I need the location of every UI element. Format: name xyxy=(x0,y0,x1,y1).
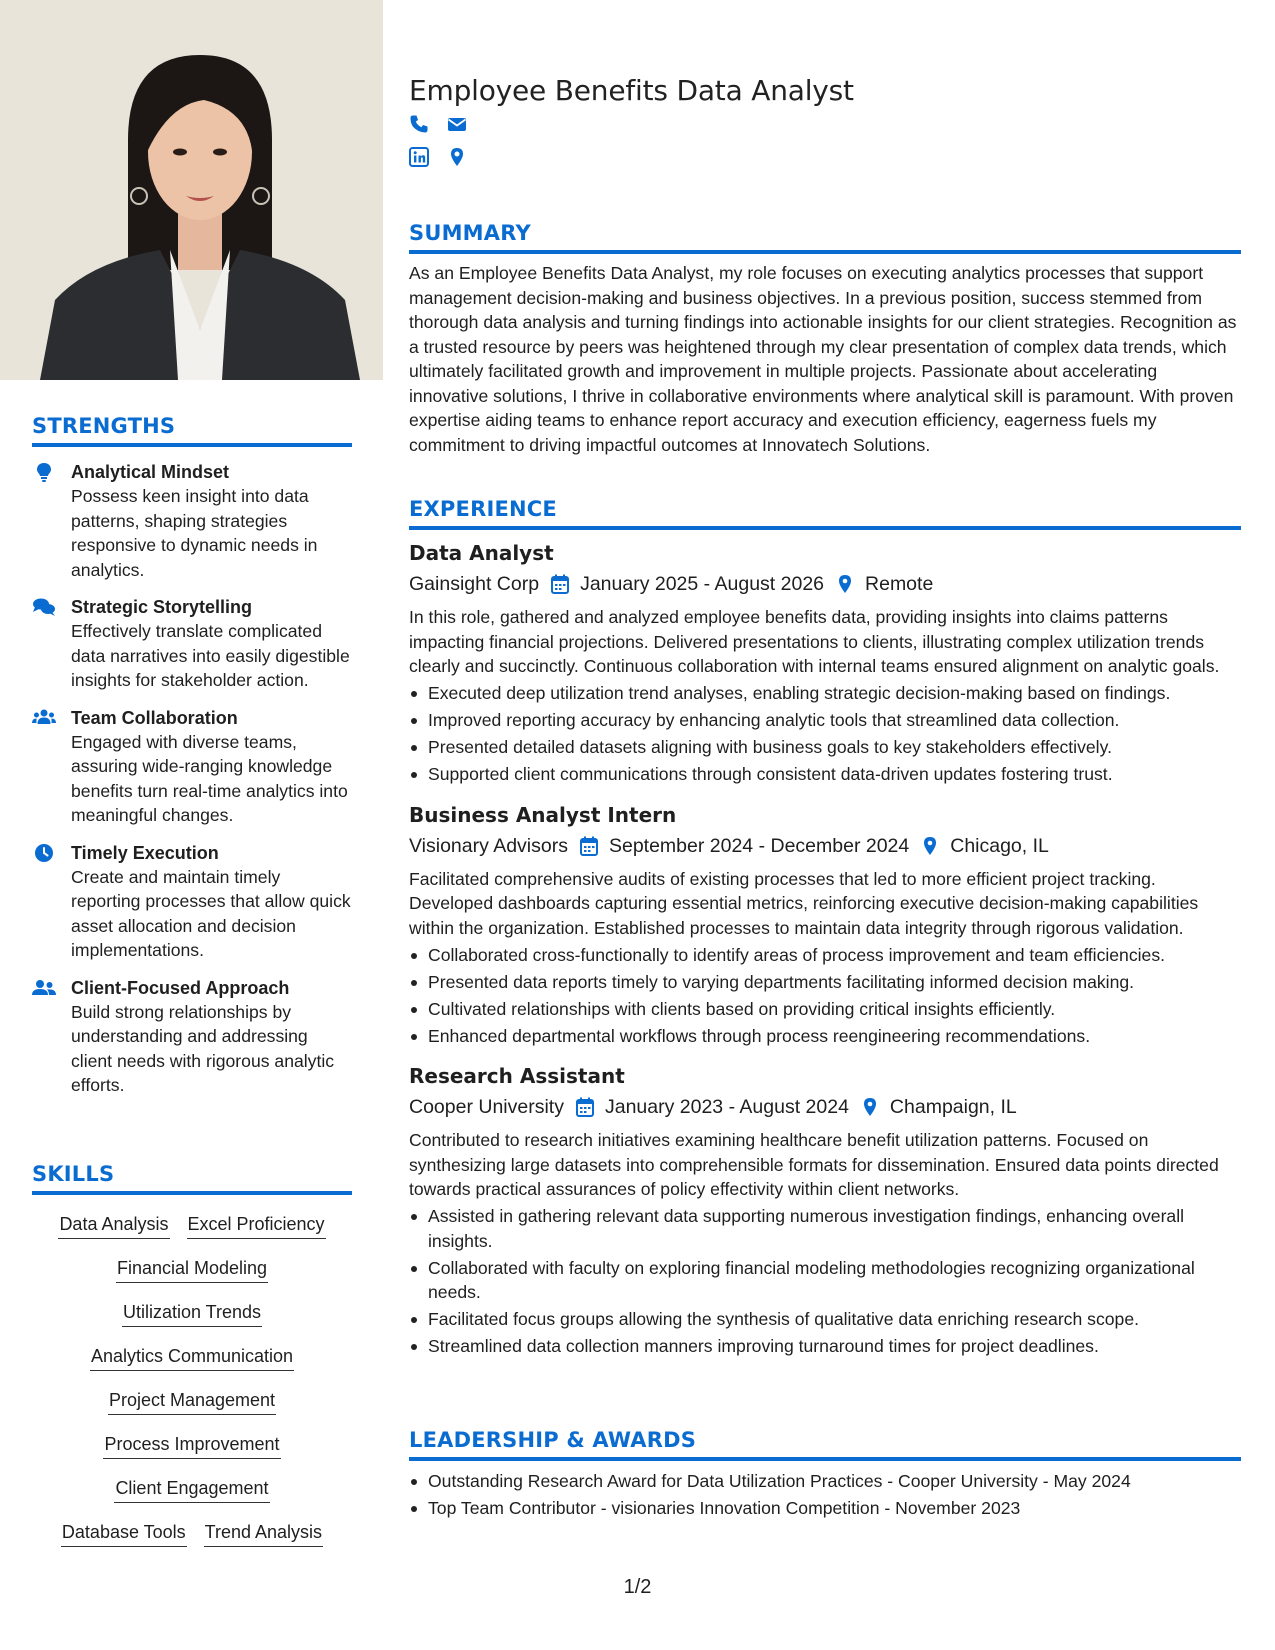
skill-tag: Project Management xyxy=(108,1388,276,1415)
job-title: Data Analyst xyxy=(409,541,554,565)
strength-title: Team Collaboration xyxy=(71,707,238,728)
list-item: Assisted in gathering relevant data supporting numerous investigation findings, enhancing overall insights. xyxy=(409,1204,1241,1253)
job-description: Facilitated comprehensive audits of existing processes that led to more efficient project tracking. Developed dashboards capturing essential metrics, reinforcing executive decision-making capabilities within the organization. Established processes to maintain data integrity through rigorous validation. xyxy=(409,868,1199,938)
list-item: Enhanced departmental workflows through process reengineering recommendations. xyxy=(409,1024,1241,1049)
skill-tag: Financial Modeling xyxy=(116,1256,268,1283)
skills-section xyxy=(32,1162,352,1547)
skill-row xyxy=(32,1476,352,1503)
list-item: Supported client communications through consistent data-driven updates fostering trust. xyxy=(409,762,1241,787)
list-item: Streamlined data collection manners improving turnaround times for project deadlines. xyxy=(409,1334,1241,1359)
summary-heading: SUMMARY xyxy=(409,221,1241,254)
list-item: Collaborated cross-functionally to identify areas of process improvement and team efficiencies. xyxy=(409,943,1241,968)
skill-tag: Client Engagement xyxy=(114,1476,269,1503)
map-pin-icon xyxy=(921,836,939,856)
comments-icon xyxy=(32,597,56,617)
list-item: Top Team Contributor - visionaries Innovation Competition - November 2023 xyxy=(409,1496,1241,1521)
job-entry xyxy=(409,1062,1241,1359)
list-item: Presented detailed datasets aligning with business goals to key stakeholders effectively. xyxy=(409,735,1241,760)
contact-row xyxy=(409,114,467,134)
strength-title: Analytical Mindset xyxy=(71,462,230,482)
job-meta xyxy=(409,569,1241,599)
leadership-section xyxy=(409,1428,1241,1521)
skill-tag: Utilization Trends xyxy=(122,1300,262,1327)
map-pin-icon[interactable] xyxy=(447,147,467,167)
job-location: Remote xyxy=(865,573,934,595)
sidebar xyxy=(0,0,383,1650)
job-bullets xyxy=(409,681,1241,787)
strength-item xyxy=(32,460,352,582)
leadership-heading: LEADERSHIP & AWARDS xyxy=(409,1428,1241,1461)
skill-row xyxy=(32,1212,352,1239)
profile-photo xyxy=(0,0,383,380)
clock-icon xyxy=(32,843,56,863)
list-item: Cultivated relationships with clients based on providing critical insights efficiently. xyxy=(409,997,1241,1022)
company-name: Visionary Advisors xyxy=(409,834,568,857)
strength-description: Build strong relationships by understanding and addressing client needs with rigorous analytic efforts. xyxy=(71,1001,335,1095)
job-bullets xyxy=(409,1204,1241,1359)
contact-row xyxy=(409,147,467,167)
strength-description: Create and maintain timely reporting processes that allow quick asset allocation and decision implementations. xyxy=(71,866,351,960)
summary-section xyxy=(409,221,1241,457)
list-item: Presented data reports timely to varying departments facilitating informed decision making. xyxy=(409,970,1241,995)
strength-title: Client-Focused Approach xyxy=(71,977,290,998)
list-item: Executed deep utilization trend analyses, enabling strategic decision-making based on findings. xyxy=(409,681,1241,706)
job-dates: January 2023 - August 2024 xyxy=(604,1096,849,1118)
skill-tag: Analytics Communication xyxy=(90,1344,294,1371)
skill-row xyxy=(32,1256,352,1283)
job-entry xyxy=(409,801,1241,1049)
list-item: Improved reporting accuracy by enhancing analytic tools that streamlined data collection. xyxy=(409,708,1241,733)
skill-row xyxy=(32,1344,352,1371)
user-group-icon xyxy=(32,978,56,998)
linkedin-icon[interactable] xyxy=(409,147,429,167)
strengths-section xyxy=(32,414,352,1098)
job-meta xyxy=(409,831,1241,861)
job-location: Chicago, IL xyxy=(950,834,1049,857)
skill-row xyxy=(32,1520,352,1547)
job-description: In this role, gathered and analyzed employee benefits data, providing insights into claims patterns impacting financial projections. Delivered presentations to clients, illustrating complex utilization trends clearly and succinctly. Continuous collaboration with internal teams ensured alignment on analytic goals. xyxy=(409,607,1220,676)
strength-description: Engaged with diverse teams, assuring wide-ranging knowledge benefits turn real-time analytics into meaningful changes. xyxy=(71,731,348,825)
strength-item xyxy=(32,976,352,1098)
job-location: Champaign, IL xyxy=(889,1096,1017,1118)
page-number: 1/2 xyxy=(623,1576,652,1598)
experience-heading: EXPERIENCE xyxy=(409,497,1241,530)
company-name: Gainsight Corp xyxy=(409,573,540,595)
company-name: Cooper University xyxy=(409,1096,564,1118)
job-entry xyxy=(409,539,1241,787)
envelope-icon[interactable] xyxy=(447,114,467,134)
list-item: Facilitated focus groups allowing the synthesis of qualitative data enriching research scope. xyxy=(409,1307,1241,1332)
strengths-heading: STRENGTHS xyxy=(32,414,352,447)
job-bullets xyxy=(409,943,1241,1049)
job-dates: January 2025 - August 2026 xyxy=(580,573,825,595)
strength-item xyxy=(32,706,352,828)
lightbulb-icon xyxy=(32,462,56,482)
job-title: Business Analyst Intern xyxy=(409,802,677,827)
phone-icon[interactable] xyxy=(409,114,429,134)
awards-list xyxy=(409,1469,1241,1521)
skill-tag: Process Improvement xyxy=(103,1432,280,1459)
job-title: Research Assistant xyxy=(409,1064,625,1088)
strength-item xyxy=(32,595,352,693)
users-icon xyxy=(32,708,56,728)
strength-item xyxy=(32,841,352,963)
map-pin-icon xyxy=(836,574,854,594)
list-item: Collaborated with faculty on exploring financial modeling methodologies recognizing organizational needs. xyxy=(409,1256,1241,1305)
page-title: Employee Benefits Data Analyst xyxy=(409,74,854,107)
list-item: Outstanding Research Award for Data Utilization Practices - Cooper University - May 2024 xyxy=(409,1469,1241,1494)
calendar-icon xyxy=(551,574,569,594)
strength-title: Timely Execution xyxy=(71,842,219,863)
skills-heading: SKILLS xyxy=(32,1162,352,1195)
summary-text: As an Employee Benefits Data Analyst, my role focuses on executing analytics processes that support management decision-making and business objectives. In a previous position, success stemmed from thorough data analysis and turning findings into actionable insights for our client strategies. Recognition as a trusted resource by peers was heightened through my clear presentation of complex data trends, which ultimately facilitated growth and improvement in multiple projects. Passionate about accelerating innovative solutions, I thrive in collaborative environments where analytical skill is paramount. With proven expertise aiding teams to enhance report accuracy and execution efficiency, eagerness fuels my commitment to driving impactful outcomes at Innovatech Solutions. xyxy=(409,263,1237,455)
job-dates: September 2024 - December 2024 xyxy=(608,834,910,857)
job-description: Contributed to research initiatives examining healthcare benefit utilization patterns. Focused on synthesizing large datasets into comprehensible formats for dissemination. Ensured data points directed towards practical assurances of policy effectivity within client networks. xyxy=(409,1130,1219,1199)
skill-row xyxy=(32,1388,352,1415)
skill-row xyxy=(32,1300,352,1327)
skill-tag: Trend Analysis xyxy=(204,1520,323,1547)
strength-description: Effectively translate complicated data narratives into easily digestible insights for stakeholder action. xyxy=(71,621,350,690)
skill-tag: Data Analysis xyxy=(58,1212,169,1239)
skill-row xyxy=(32,1432,352,1459)
skill-tag: Excel Proficiency xyxy=(187,1212,326,1239)
calendar-icon xyxy=(580,836,598,856)
strength-title: Strategic Storytelling xyxy=(71,597,253,617)
skill-tag: Database Tools xyxy=(61,1520,187,1547)
experience-section xyxy=(409,497,1241,1359)
strength-description: Possess keen insight into data patterns, shaping strategies responsive to dynamic needs in analytics. xyxy=(71,486,318,580)
job-meta xyxy=(409,1092,1241,1122)
map-pin-icon xyxy=(861,1097,879,1117)
calendar-icon xyxy=(576,1097,594,1117)
